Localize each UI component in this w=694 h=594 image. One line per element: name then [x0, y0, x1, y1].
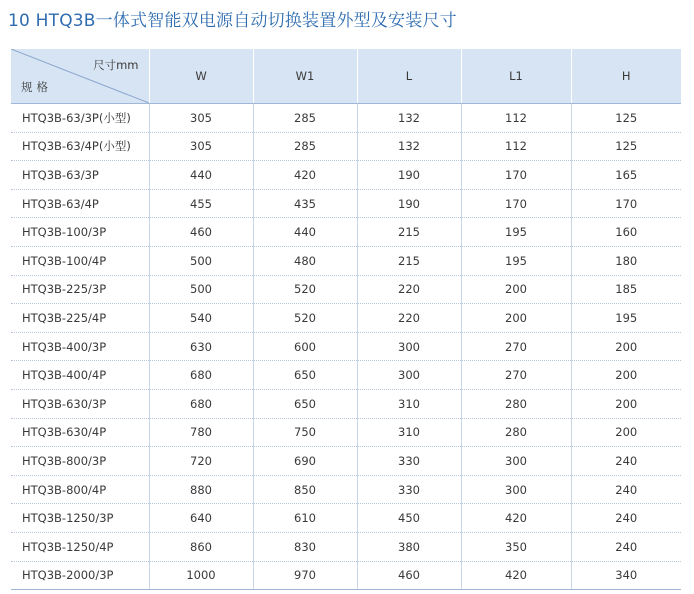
cell-l1: 170 [461, 161, 571, 190]
cell-w: 680 [149, 361, 253, 390]
corner-dimension-label: 尺寸mm [93, 58, 139, 72]
cell-h: 240 [571, 532, 681, 561]
table-row [11, 561, 681, 590]
cell-h: 340 [571, 561, 681, 590]
cell-model: HTQ3B-63/3P(小型) [11, 104, 149, 133]
cell-model: HTQ3B-400/3P [11, 332, 149, 361]
cell-l1: 170 [461, 189, 571, 218]
table-row [11, 418, 681, 447]
header-row [11, 49, 681, 104]
cell-w1: 285 [253, 132, 357, 161]
cell-h: 200 [571, 389, 681, 418]
table-row [11, 161, 681, 190]
cell-model: HTQ3B-63/3P [11, 161, 149, 190]
cell-l: 220 [357, 304, 461, 333]
cell-l: 190 [357, 189, 461, 218]
table-row [11, 389, 681, 418]
cell-h: 180 [571, 246, 681, 275]
cell-l1: 200 [461, 304, 571, 333]
cell-w: 500 [149, 246, 253, 275]
cell-w: 780 [149, 418, 253, 447]
cell-model: HTQ3B-400/4P [11, 361, 149, 390]
cell-w1: 420 [253, 161, 357, 190]
page-title: 10 HTQ3B一体式智能双电源自动切换装置外型及安装尺寸 [8, 11, 457, 31]
cell-l: 132 [357, 104, 461, 133]
cell-l1: 112 [461, 104, 571, 133]
cell-model: HTQ3B-225/3P [11, 275, 149, 304]
table-row [11, 104, 681, 133]
cell-h: 200 [571, 361, 681, 390]
cell-l: 380 [357, 532, 461, 561]
cell-l1: 350 [461, 532, 571, 561]
cell-l: 330 [357, 475, 461, 504]
cell-l: 330 [357, 447, 461, 476]
table-row [11, 447, 681, 476]
header-l1: L1 [461, 49, 571, 104]
cell-model: HTQ3B-63/4P(小型) [11, 132, 149, 161]
cell-l1: 270 [461, 361, 571, 390]
table-row [11, 218, 681, 247]
cell-w1: 750 [253, 418, 357, 447]
cell-h: 200 [571, 332, 681, 361]
cell-w: 630 [149, 332, 253, 361]
table-row [11, 532, 681, 561]
cell-w: 540 [149, 304, 253, 333]
cell-l1: 280 [461, 389, 571, 418]
cell-w: 720 [149, 447, 253, 476]
cell-h: 240 [571, 504, 681, 533]
table-body [11, 104, 681, 590]
table-row [11, 132, 681, 161]
header-w1: W1 [253, 49, 357, 104]
cell-l1: 280 [461, 418, 571, 447]
cell-l: 450 [357, 504, 461, 533]
corner-header-cell [11, 49, 149, 104]
cell-w: 1000 [149, 561, 253, 590]
cell-w: 500 [149, 275, 253, 304]
cell-l: 460 [357, 561, 461, 590]
cell-w1: 440 [253, 218, 357, 247]
cell-l: 300 [357, 361, 461, 390]
cell-model: HTQ3B-800/3P [11, 447, 149, 476]
header-w: W [149, 49, 253, 104]
cell-w1: 600 [253, 332, 357, 361]
table-row [11, 504, 681, 533]
cell-l1: 195 [461, 246, 571, 275]
cell-h: 125 [571, 132, 681, 161]
cell-l1: 112 [461, 132, 571, 161]
cell-model: HTQ3B-630/4P [11, 418, 149, 447]
cell-l: 220 [357, 275, 461, 304]
cell-w1: 970 [253, 561, 357, 590]
cell-model: HTQ3B-2000/3P [11, 561, 149, 590]
cell-h: 240 [571, 475, 681, 504]
cell-w: 860 [149, 532, 253, 561]
cell-l1: 300 [461, 475, 571, 504]
cell-model: HTQ3B-1250/3P [11, 504, 149, 533]
cell-w1: 650 [253, 361, 357, 390]
cell-w1: 850 [253, 475, 357, 504]
cell-l: 215 [357, 218, 461, 247]
cell-l: 190 [357, 161, 461, 190]
cell-model: HTQ3B-800/4P [11, 475, 149, 504]
cell-model: HTQ3B-225/4P [11, 304, 149, 333]
cell-h: 200 [571, 418, 681, 447]
header-l: L [357, 49, 461, 104]
cell-w1: 830 [253, 532, 357, 561]
header-h: H [571, 49, 681, 104]
cell-w1: 285 [253, 104, 357, 133]
cell-w1: 650 [253, 389, 357, 418]
dimension-table [11, 49, 681, 590]
cell-l: 215 [357, 246, 461, 275]
cell-h: 195 [571, 304, 681, 333]
cell-model: HTQ3B-1250/4P [11, 532, 149, 561]
cell-l: 300 [357, 332, 461, 361]
cell-model: HTQ3B-100/3P [11, 218, 149, 247]
cell-w1: 480 [253, 246, 357, 275]
cell-l: 310 [357, 389, 461, 418]
cell-w: 880 [149, 475, 253, 504]
cell-w: 680 [149, 389, 253, 418]
cell-l: 132 [357, 132, 461, 161]
cell-w: 305 [149, 132, 253, 161]
cell-l: 310 [357, 418, 461, 447]
cell-l1: 300 [461, 447, 571, 476]
table-row [11, 361, 681, 390]
table-row [11, 246, 681, 275]
cell-l1: 420 [461, 561, 571, 590]
cell-h: 170 [571, 189, 681, 218]
cell-w: 640 [149, 504, 253, 533]
cell-w1: 610 [253, 504, 357, 533]
cell-model: HTQ3B-63/4P [11, 189, 149, 218]
cell-w1: 690 [253, 447, 357, 476]
cell-w: 305 [149, 104, 253, 133]
cell-w: 460 [149, 218, 253, 247]
table-row [11, 189, 681, 218]
cell-model: HTQ3B-100/4P [11, 246, 149, 275]
cell-h: 160 [571, 218, 681, 247]
table-row [11, 275, 681, 304]
cell-w1: 520 [253, 304, 357, 333]
cell-h: 240 [571, 447, 681, 476]
table-row [11, 475, 681, 504]
cell-l1: 195 [461, 218, 571, 247]
cell-l1: 270 [461, 332, 571, 361]
cell-w: 440 [149, 161, 253, 190]
cell-l1: 200 [461, 275, 571, 304]
cell-l1: 420 [461, 504, 571, 533]
cell-w: 455 [149, 189, 253, 218]
corner-spec-label: 规格 [21, 80, 52, 94]
cell-h: 125 [571, 104, 681, 133]
cell-w1: 520 [253, 275, 357, 304]
cell-w1: 435 [253, 189, 357, 218]
cell-model: HTQ3B-630/3P [11, 389, 149, 418]
cell-h: 165 [571, 161, 681, 190]
table-row [11, 332, 681, 361]
table-row [11, 304, 681, 333]
cell-h: 185 [571, 275, 681, 304]
